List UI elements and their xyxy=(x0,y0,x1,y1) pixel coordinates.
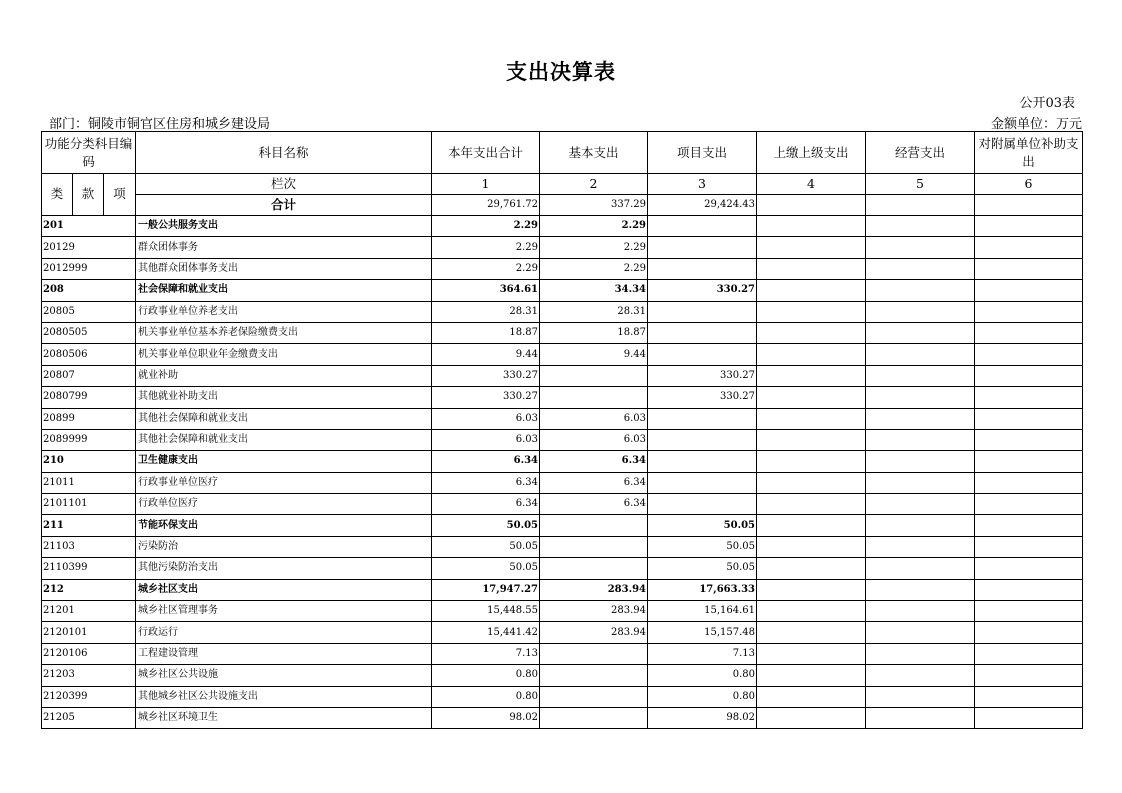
row-total: 98.02 xyxy=(432,707,540,728)
row-subject-name: 群众团体事务 xyxy=(136,237,432,258)
row-subject-name: 机关事业单位基本养老保险缴费支出 xyxy=(136,322,432,343)
row-project: 98.02 xyxy=(648,707,757,728)
row-subsidy xyxy=(975,665,1083,686)
row-basic xyxy=(540,515,648,536)
row-total: 6.03 xyxy=(432,408,540,429)
row-upper xyxy=(757,280,866,301)
row-upper xyxy=(757,579,866,600)
row-code: 2089999 xyxy=(42,429,136,450)
table-row xyxy=(42,515,1083,536)
row-code: 210 xyxy=(42,451,136,472)
row-total: 7.13 xyxy=(432,643,540,664)
row-subsidy xyxy=(975,643,1083,664)
row-project: 15,157.48 xyxy=(648,622,757,643)
table-row xyxy=(42,558,1083,579)
table-row xyxy=(42,601,1083,622)
row-total: 0.80 xyxy=(432,686,540,707)
row-business xyxy=(866,622,975,643)
row-upper xyxy=(757,365,866,386)
row-code: 21203 xyxy=(42,665,136,686)
col-num-3: 3 xyxy=(648,174,757,195)
row-basic: 9.44 xyxy=(540,344,648,365)
row-subsidy xyxy=(975,429,1083,450)
row-total: 17,947.27 xyxy=(432,579,540,600)
table-row xyxy=(42,408,1083,429)
row-subsidy xyxy=(975,322,1083,343)
row-total: 330.27 xyxy=(432,365,540,386)
row-basic: 6.34 xyxy=(540,451,648,472)
row-total: 330.27 xyxy=(432,387,540,408)
table-row xyxy=(42,216,1083,237)
row-code: 21103 xyxy=(42,536,136,557)
row-upper xyxy=(757,301,866,322)
row-business xyxy=(866,280,975,301)
row-subject-name: 城乡社区管理事务 xyxy=(136,601,432,622)
row-subsidy xyxy=(975,472,1083,493)
row-project xyxy=(648,472,757,493)
row-subject-name: 城乡社区公共设施 xyxy=(136,665,432,686)
header-lei: 类 xyxy=(42,174,73,216)
header-project: 项目支出 xyxy=(648,132,757,174)
row-business xyxy=(866,686,975,707)
header-lanci: 栏次 xyxy=(136,174,432,195)
row-subsidy xyxy=(975,344,1083,365)
row-code: 208 xyxy=(42,280,136,301)
total-basic: 337.29 xyxy=(540,195,648,216)
row-project xyxy=(648,494,757,515)
row-upper xyxy=(757,494,866,515)
row-project: 0.80 xyxy=(648,665,757,686)
row-code: 20899 xyxy=(42,408,136,429)
table-row xyxy=(42,280,1083,301)
table-row xyxy=(42,707,1083,728)
header-xiang: 项 xyxy=(104,174,136,216)
col-num-1: 1 xyxy=(432,174,540,195)
total-label: 合计 xyxy=(136,195,432,216)
row-upper xyxy=(757,665,866,686)
department-label: 部门：铜陵市铜官区住房和城乡建设局 xyxy=(49,117,271,132)
col-num-2: 2 xyxy=(540,174,648,195)
row-total: 6.34 xyxy=(432,472,540,493)
row-subsidy xyxy=(975,258,1083,279)
row-basic xyxy=(540,643,648,664)
row-basic xyxy=(540,365,648,386)
row-basic: 34.34 xyxy=(540,280,648,301)
row-total: 28.31 xyxy=(432,301,540,322)
row-subsidy xyxy=(975,494,1083,515)
table-row xyxy=(42,536,1083,557)
row-business xyxy=(866,301,975,322)
row-subject-name: 机关事业单位职业年金缴费支出 xyxy=(136,344,432,365)
table-body xyxy=(42,216,1083,729)
row-subject-name: 城乡社区支出 xyxy=(136,579,432,600)
row-business xyxy=(866,536,975,557)
row-total: 364.61 xyxy=(432,280,540,301)
row-total: 2.29 xyxy=(432,216,540,237)
table-row xyxy=(42,622,1083,643)
header-business: 经营支出 xyxy=(866,132,975,174)
row-upper xyxy=(757,707,866,728)
row-code: 2120106 xyxy=(42,643,136,664)
row-business xyxy=(866,472,975,493)
row-business xyxy=(866,387,975,408)
row-subsidy xyxy=(975,280,1083,301)
row-subsidy xyxy=(975,451,1083,472)
row-total: 50.05 xyxy=(432,558,540,579)
row-upper xyxy=(757,536,866,557)
row-code: 201 xyxy=(42,216,136,237)
table-row xyxy=(42,665,1083,686)
row-upper xyxy=(757,258,866,279)
row-project: 15,164.61 xyxy=(648,601,757,622)
form-number: 公开03表 xyxy=(1019,96,1075,111)
table-row xyxy=(42,237,1083,258)
row-basic xyxy=(540,387,648,408)
table-row xyxy=(42,322,1083,343)
total-subsidy xyxy=(975,195,1083,216)
row-subject-name: 就业补助 xyxy=(136,365,432,386)
row-project xyxy=(648,344,757,365)
row-business xyxy=(866,237,975,258)
row-subsidy xyxy=(975,558,1083,579)
row-upper xyxy=(757,558,866,579)
row-total: 6.34 xyxy=(432,451,540,472)
row-subject-name: 城乡社区环境卫生 xyxy=(136,707,432,728)
row-business xyxy=(866,258,975,279)
row-code: 20805 xyxy=(42,301,136,322)
header-kuan: 款 xyxy=(73,174,104,216)
row-total: 0.80 xyxy=(432,665,540,686)
table-row xyxy=(42,365,1083,386)
row-business xyxy=(866,322,975,343)
row-basic: 6.03 xyxy=(540,429,648,450)
row-total: 9.44 xyxy=(432,344,540,365)
row-project: 0.80 xyxy=(648,686,757,707)
row-upper xyxy=(757,237,866,258)
row-basic: 18.87 xyxy=(540,322,648,343)
row-project: 50.05 xyxy=(648,558,757,579)
row-business xyxy=(866,643,975,664)
column-index-row xyxy=(42,174,1083,195)
row-subject-name: 工程建设管理 xyxy=(136,643,432,664)
table-row xyxy=(42,451,1083,472)
row-business xyxy=(866,408,975,429)
row-code: 2080506 xyxy=(42,344,136,365)
header-upper: 上缴上级支出 xyxy=(757,132,866,174)
amount-unit-label: 金额单位：万元 xyxy=(990,117,1082,132)
row-upper xyxy=(757,344,866,365)
row-upper xyxy=(757,451,866,472)
expenditure-table xyxy=(41,131,1083,729)
row-basic xyxy=(540,665,648,686)
row-subject-name: 其他污染防治支出 xyxy=(136,558,432,579)
row-upper xyxy=(757,322,866,343)
row-business xyxy=(866,707,975,728)
header-subsidy: 对附属单位补助支出 xyxy=(975,132,1083,174)
table-row xyxy=(42,686,1083,707)
col-num-4: 4 xyxy=(757,174,866,195)
row-total: 15,448.55 xyxy=(432,601,540,622)
row-project: 7.13 xyxy=(648,643,757,664)
row-project xyxy=(648,237,757,258)
row-business xyxy=(866,451,975,472)
row-code: 2080799 xyxy=(42,387,136,408)
row-code: 21011 xyxy=(42,472,136,493)
row-subsidy xyxy=(975,622,1083,643)
row-business xyxy=(866,216,975,237)
row-subsidy xyxy=(975,387,1083,408)
row-business xyxy=(866,515,975,536)
row-business xyxy=(866,601,975,622)
row-subject-name: 卫生健康支出 xyxy=(136,451,432,472)
row-business xyxy=(866,494,975,515)
total-amount: 29,761.72 xyxy=(432,195,540,216)
row-project xyxy=(648,216,757,237)
table-row xyxy=(42,579,1083,600)
row-project xyxy=(648,301,757,322)
table-row xyxy=(42,258,1083,279)
row-basic xyxy=(540,686,648,707)
row-code: 2012999 xyxy=(42,258,136,279)
row-upper xyxy=(757,387,866,408)
row-basic: 2.29 xyxy=(540,216,648,237)
row-basic xyxy=(540,536,648,557)
row-subsidy xyxy=(975,515,1083,536)
row-total: 18.87 xyxy=(432,322,540,343)
row-basic: 6.34 xyxy=(540,472,648,493)
table-row xyxy=(42,472,1083,493)
header-code-group: 功能分类科目编码 xyxy=(42,132,136,174)
row-subsidy xyxy=(975,707,1083,728)
row-business xyxy=(866,365,975,386)
row-project xyxy=(648,429,757,450)
table-row xyxy=(42,429,1083,450)
row-project xyxy=(648,322,757,343)
row-subject-name: 行政运行 xyxy=(136,622,432,643)
row-project: 17,663.33 xyxy=(648,579,757,600)
row-business xyxy=(866,665,975,686)
row-total: 50.05 xyxy=(432,515,540,536)
row-subsidy xyxy=(975,216,1083,237)
row-project: 330.27 xyxy=(648,387,757,408)
row-subject-name: 行政事业单位医疗 xyxy=(136,472,432,493)
table-row xyxy=(42,301,1083,322)
row-total: 6.34 xyxy=(432,494,540,515)
row-total: 15,441.42 xyxy=(432,622,540,643)
row-subject-name: 污染防治 xyxy=(136,536,432,557)
row-code: 2080505 xyxy=(42,322,136,343)
row-subsidy xyxy=(975,365,1083,386)
table-row xyxy=(42,387,1083,408)
row-project xyxy=(648,258,757,279)
row-code: 2101101 xyxy=(42,494,136,515)
total-row xyxy=(42,195,1083,216)
header-total: 本年支出合计 xyxy=(432,132,540,174)
row-upper xyxy=(757,472,866,493)
row-subsidy xyxy=(975,601,1083,622)
table-row xyxy=(42,643,1083,664)
total-project: 29,424.43 xyxy=(648,195,757,216)
row-basic: 28.31 xyxy=(540,301,648,322)
row-subsidy xyxy=(975,579,1083,600)
row-code: 212 xyxy=(42,579,136,600)
header-basic: 基本支出 xyxy=(540,132,648,174)
row-business xyxy=(866,558,975,579)
row-subject-name: 行政事业单位养老支出 xyxy=(136,301,432,322)
row-upper xyxy=(757,622,866,643)
row-code: 211 xyxy=(42,515,136,536)
row-basic: 283.94 xyxy=(540,622,648,643)
row-subject-name: 节能环保支出 xyxy=(136,515,432,536)
col-num-6: 6 xyxy=(975,174,1083,195)
row-subject-name: 其他社会保障和就业支出 xyxy=(136,408,432,429)
row-upper xyxy=(757,429,866,450)
row-subject-name: 社会保障和就业支出 xyxy=(136,280,432,301)
row-basic: 6.34 xyxy=(540,494,648,515)
row-total: 2.29 xyxy=(432,258,540,279)
row-total: 50.05 xyxy=(432,536,540,557)
row-total: 2.29 xyxy=(432,237,540,258)
header-row xyxy=(42,132,1083,174)
row-basic: 2.29 xyxy=(540,258,648,279)
row-business xyxy=(866,344,975,365)
row-upper xyxy=(757,408,866,429)
row-basic: 6.03 xyxy=(540,408,648,429)
row-project: 50.05 xyxy=(648,515,757,536)
row-upper xyxy=(757,601,866,622)
row-basic xyxy=(540,707,648,728)
page-title: 支出决算表 xyxy=(506,60,616,84)
row-subject-name: 其他群众团体事务支出 xyxy=(136,258,432,279)
row-code: 20129 xyxy=(42,237,136,258)
row-code: 2110399 xyxy=(42,558,136,579)
row-upper xyxy=(757,515,866,536)
row-subject-name: 行政单位医疗 xyxy=(136,494,432,515)
row-basic: 283.94 xyxy=(540,601,648,622)
row-code: 2120399 xyxy=(42,686,136,707)
row-upper xyxy=(757,216,866,237)
row-business xyxy=(866,429,975,450)
row-subsidy xyxy=(975,301,1083,322)
row-total: 6.03 xyxy=(432,429,540,450)
row-code: 2120101 xyxy=(42,622,136,643)
row-upper xyxy=(757,643,866,664)
row-subject-name: 一般公共服务支出 xyxy=(136,216,432,237)
table-row xyxy=(42,494,1083,515)
row-project xyxy=(648,408,757,429)
row-basic: 2.29 xyxy=(540,237,648,258)
row-subsidy xyxy=(975,237,1083,258)
row-code: 20807 xyxy=(42,365,136,386)
row-subsidy xyxy=(975,408,1083,429)
row-subject-name: 其他社会保障和就业支出 xyxy=(136,429,432,450)
row-upper xyxy=(757,686,866,707)
row-basic: 283.94 xyxy=(540,579,648,600)
row-project: 330.27 xyxy=(648,280,757,301)
row-subsidy xyxy=(975,536,1083,557)
table-row xyxy=(42,344,1083,365)
total-business xyxy=(866,195,975,216)
row-project: 50.05 xyxy=(648,536,757,557)
header-subject-name: 科目名称 xyxy=(136,132,432,174)
row-basic xyxy=(540,558,648,579)
row-subject-name: 其他城乡社区公共设施支出 xyxy=(136,686,432,707)
row-subject-name: 其他就业补助支出 xyxy=(136,387,432,408)
row-project xyxy=(648,451,757,472)
row-subsidy xyxy=(975,686,1083,707)
row-code: 21201 xyxy=(42,601,136,622)
row-code: 21205 xyxy=(42,707,136,728)
row-business xyxy=(866,579,975,600)
total-upper xyxy=(757,195,866,216)
row-project: 330.27 xyxy=(648,365,757,386)
col-num-5: 5 xyxy=(866,174,975,195)
